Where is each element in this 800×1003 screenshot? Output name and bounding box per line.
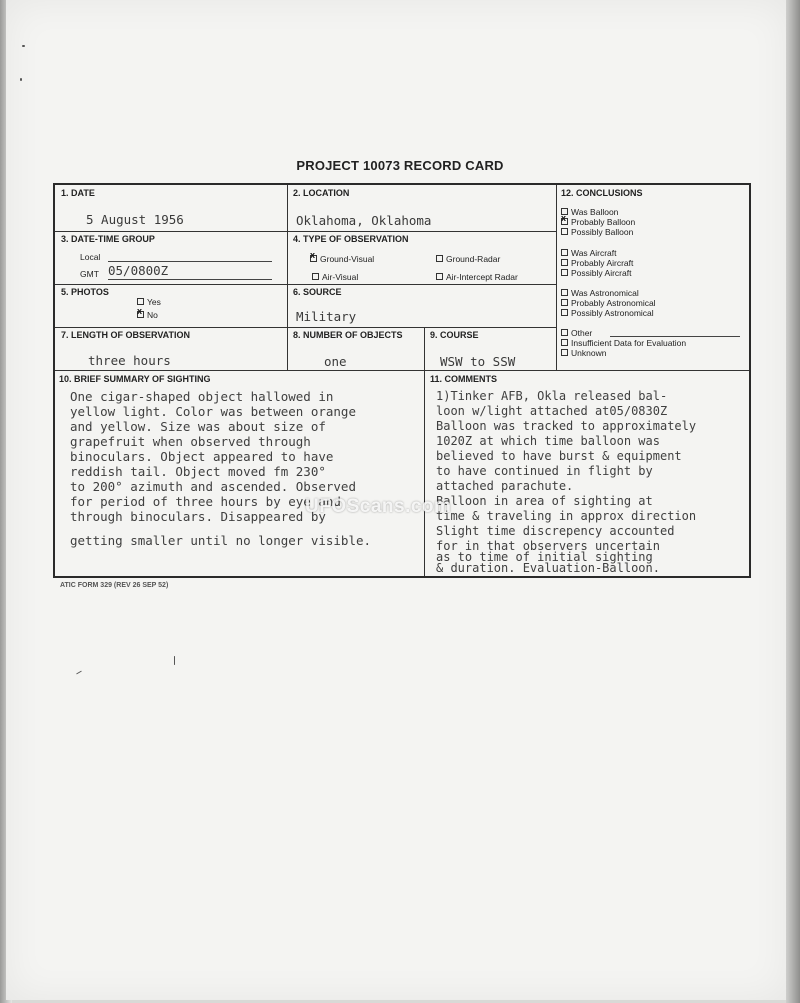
gmt-line	[108, 279, 272, 280]
grid-line	[287, 185, 288, 370]
conclusion-probably-aircraft: Probably Aircraft	[561, 258, 633, 268]
summary-line: to 200° azimuth and ascended. Observed	[70, 479, 356, 494]
option-ground-visual: xGround-Visual	[310, 254, 374, 264]
conclusion-was-astronomical: Was Astronomical	[561, 288, 639, 298]
date-value: 5 August 1956	[86, 212, 184, 227]
scan-right-edge	[786, 0, 800, 1003]
comment-line: Balloon in area of sighting at	[436, 494, 653, 508]
checkbox-icon	[561, 309, 568, 316]
checkbox-icon	[561, 289, 568, 296]
form-number: ATIC FORM 329 (REV 26 SEP 52)	[60, 582, 169, 589]
summary-line: through binoculars. Disappeared by	[70, 509, 326, 524]
comment-line: Slight time discrepency accounted	[436, 524, 675, 538]
option-air-visual: Air-Visual	[312, 272, 358, 282]
date-label: 1. DATE	[61, 188, 95, 198]
summary-line: grapefruit when observed through	[70, 434, 311, 449]
conclusion-probably-balloon: xProbably Balloon	[561, 217, 635, 227]
type-of-observation-label: 4. TYPE OF OBSERVATION	[293, 234, 409, 244]
summary-line: and yellow. Size was about size of	[70, 419, 326, 434]
course-value: WSW to SSW	[440, 354, 516, 369]
comment-line: attached parachute.	[436, 479, 574, 493]
checkbox-icon	[561, 249, 568, 256]
option-ground-radar: Ground-Radar	[436, 254, 500, 264]
comment-line: loon w/light attached at05/0830Z	[436, 404, 668, 418]
summary-text	[70, 389, 371, 548]
summary-line: for period of three hours by eye and	[70, 494, 341, 509]
comments-text	[436, 389, 696, 576]
gmt-value: 05/0800Z	[108, 263, 169, 278]
checkbox-icon	[561, 339, 568, 346]
conclusion-was-aircraft: Was Aircraft	[561, 248, 617, 258]
comment-line: as to time of initial sighting	[436, 550, 653, 564]
grid-line	[424, 327, 425, 576]
conclusion-probably-astronomical: Probably Astronomical	[561, 298, 656, 308]
photos-label: 5. PHOTOS	[61, 287, 109, 297]
conclusion-was-balloon: Was Balloon	[561, 207, 618, 217]
conclusion-possibly-astronomical: Possibly Astronomical	[561, 308, 654, 318]
comment-line: 1020Z at which time balloon was	[436, 434, 660, 448]
grid-line	[55, 370, 749, 371]
checkbox-icon	[312, 273, 319, 280]
grid-line	[55, 231, 556, 232]
option-air-intercept-radar: Air-Intercept Radar	[436, 272, 518, 282]
other-line	[610, 336, 740, 337]
photos-option-no: xNo	[137, 310, 158, 320]
scan-speck	[20, 78, 22, 81]
scan-speck	[22, 45, 25, 47]
comment-line: & duration. Evaluation-Balloon.	[436, 561, 660, 575]
comment-line: to have continued in flight by	[436, 464, 653, 478]
pen-mark	[174, 656, 175, 665]
conclusion-possibly-balloon: Possibly Balloon	[561, 227, 633, 237]
comment-line: for in that observers uncertain	[436, 539, 660, 553]
watermark: UFOScans.com	[305, 496, 452, 517]
summary-line: yellow light. Color was between orange	[70, 404, 356, 419]
conclusion-insufficient-data: Insufficient Data for Evaluation	[561, 338, 686, 348]
length-of-observation-label: 7. LENGTH OF OBSERVATION	[61, 330, 191, 340]
conclusion-unknown: Unknown	[561, 348, 606, 358]
checkbox-checked-icon	[137, 311, 144, 318]
location-value: Oklahoma, Oklahoma	[296, 213, 432, 228]
comment-line: 1)Tinker AFB, Okla released bal-	[436, 389, 668, 403]
summary-line: One cigar-shaped object hallowed in	[70, 389, 334, 404]
photos-option-yes: Yes	[137, 297, 161, 307]
gmt-label: GMT	[80, 269, 99, 279]
conclusions-label: 12. CONCLUSIONS	[561, 188, 643, 198]
checkbox-icon	[561, 299, 568, 306]
comments-label: 11. COMMENTS	[430, 374, 498, 384]
checkbox-icon	[137, 298, 144, 305]
conclusion-possibly-aircraft: Possibly Aircraft	[561, 268, 631, 278]
course-label: 9. COURSE	[430, 330, 479, 340]
length-of-observation-value: three hours	[88, 353, 171, 368]
local-line	[108, 261, 272, 262]
summary-line: binoculars. Object appeared to have	[70, 449, 334, 464]
checkbox-icon	[561, 269, 568, 276]
local-label: Local	[80, 252, 101, 262]
number-of-objects-value: one	[324, 354, 347, 369]
date-time-group-label: 3. DATE-TIME GROUP	[61, 234, 155, 244]
summary-line: getting smaller until no longer visible.	[70, 533, 372, 548]
comment-line: time & traveling in approx direction	[436, 509, 697, 523]
checkbox-icon	[436, 255, 443, 262]
checkbox-checked-icon	[561, 218, 568, 225]
grid-line	[556, 185, 557, 370]
summary-label: 10. BRIEF SUMMARY OF SIGHTING	[59, 374, 211, 384]
grid-line	[55, 284, 556, 285]
checkbox-icon	[561, 349, 568, 356]
conclusion-other: Other	[561, 328, 592, 338]
card-title: PROJECT 10073 RECORD CARD	[296, 158, 504, 173]
source-label: 6. SOURCE	[293, 287, 342, 297]
grid-line	[55, 327, 556, 328]
checkbox-icon	[561, 228, 568, 235]
location-label: 2. LOCATION	[293, 188, 350, 198]
number-of-objects-label: 8. NUMBER OF OBJECTS	[293, 330, 403, 340]
checkbox-checked-icon	[310, 255, 317, 262]
comment-line: believed to have burst & equipment	[436, 449, 682, 463]
comment-line: Balloon was tracked to approximately	[436, 419, 697, 433]
checkbox-icon	[561, 329, 568, 336]
checkbox-icon	[561, 259, 568, 266]
summary-line: reddish tail. Object moved fm 230°	[70, 464, 326, 479]
checkbox-icon	[436, 273, 443, 280]
source-value: Military	[296, 309, 357, 324]
